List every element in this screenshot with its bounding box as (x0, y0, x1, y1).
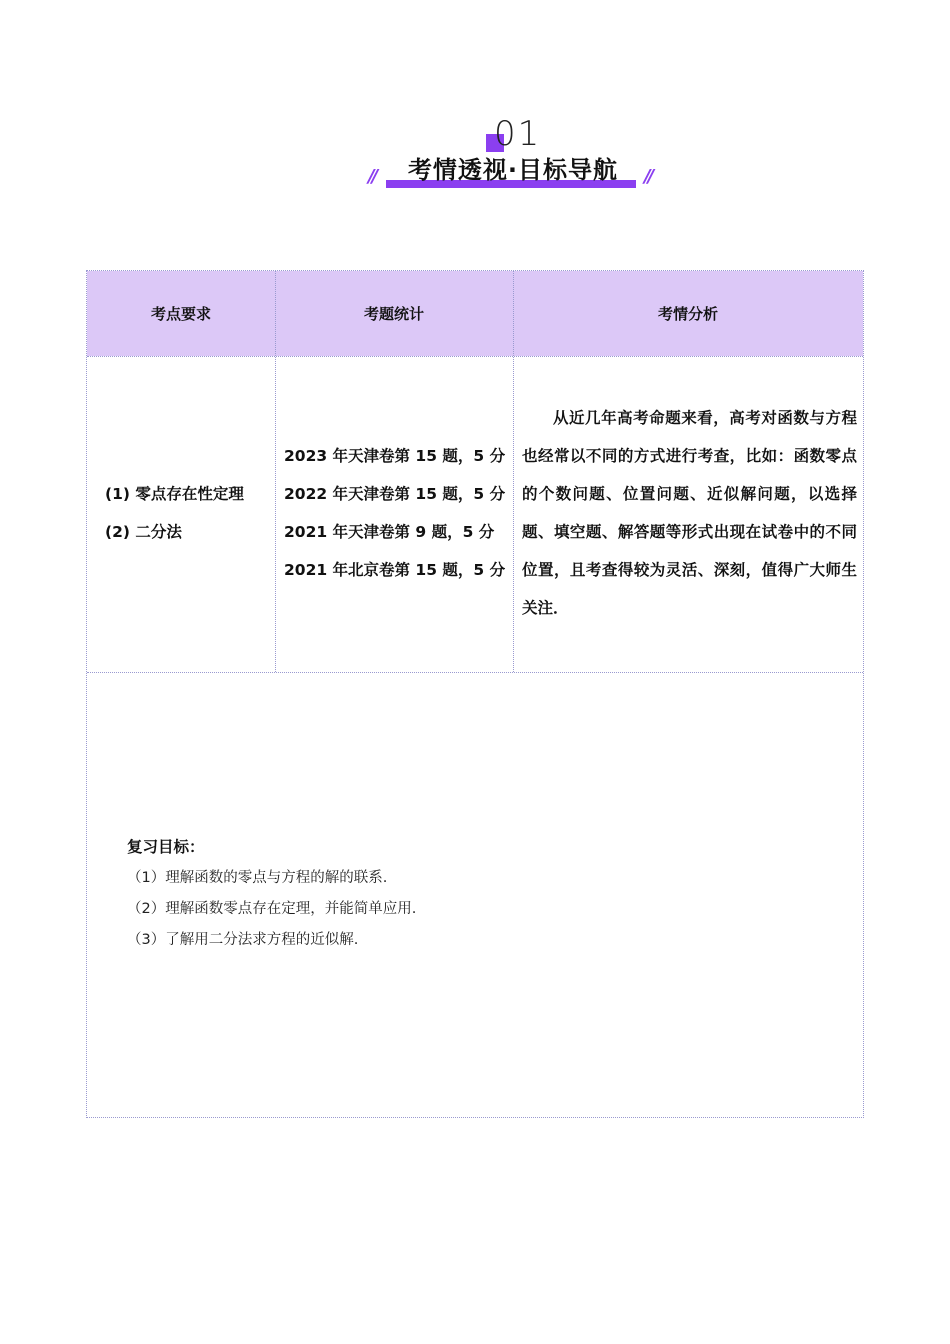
section-title: 考情透视·目标导航 (407, 156, 619, 184)
section-number: 01 (494, 114, 542, 154)
header-divider (87, 356, 863, 357)
goals-title: 复习目标： (127, 838, 205, 856)
analysis-paragraph: 从近几年高考命题来看，高考对函数与方程也经常以不同的方式进行考查，比如：函数零点的个数问题、位置问题、近似解问题，以选择题、填空题、解答题等形式出现在试卷中的不同位置，且考查得较为灵活、深刻，值得广大师生关注． (522, 409, 857, 617)
stat-item: 2022 年天津卷第 15 题，5 分 (284, 485, 506, 503)
goal-item: （1）理解函数的零点与方程的解的联系. (127, 870, 388, 886)
section-title-block (368, 152, 658, 192)
stat-item: 2021 年北京卷第 15 题，5 分 (284, 561, 506, 579)
goal-item: （3）了解用二分法求方程的近似解. (127, 932, 359, 948)
title-deco-right: // (644, 166, 652, 187)
section-heading (0, 108, 950, 198)
title-deco-left: // (368, 166, 376, 187)
requirements-cell (105, 475, 275, 551)
requirement-item: (2) 二分法 (105, 523, 182, 541)
stat-item: 2023 年天津卷第 15 题，5 分 (284, 447, 506, 465)
review-goals (127, 831, 827, 956)
exam-analysis-table (86, 270, 864, 1118)
header-requirements: 考点要求 (150, 305, 211, 323)
header-statistics: 考题统计 (363, 305, 424, 323)
header-analysis: 考情分析 (657, 305, 718, 323)
statistics-cell (284, 437, 509, 589)
goals-divider (87, 672, 863, 673)
requirement-item: (1) 零点存在性定理 (105, 485, 244, 503)
analysis-cell (522, 399, 857, 627)
goal-item: （2）理解函数零点存在定理，并能简单应用. (127, 901, 417, 917)
stat-item: 2021 年天津卷第 9 题，5 分 (284, 523, 495, 541)
